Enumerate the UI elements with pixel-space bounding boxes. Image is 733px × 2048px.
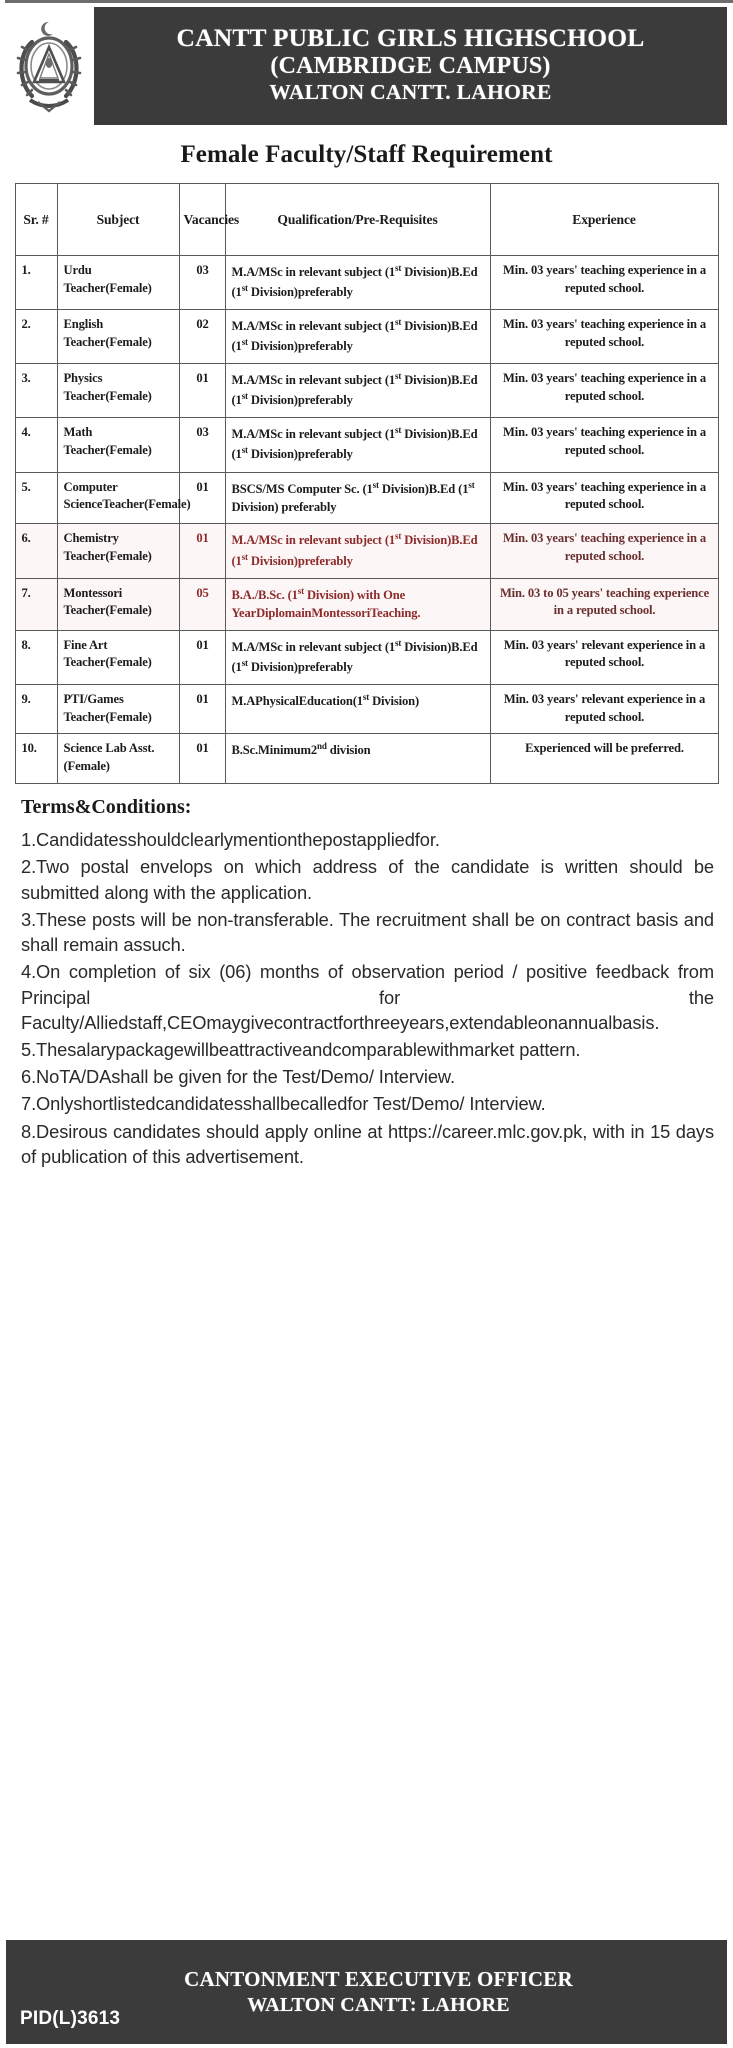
table-row: [15, 630, 718, 684]
table-row: [15, 684, 718, 734]
term-item: 8.Desirous candidates should apply online at https://career.mlc.gov.pk, with in 15 days of publication of this advertisement.: [21, 1120, 714, 1167]
table-head: [15, 184, 718, 256]
cell-vacancies: 02: [179, 310, 225, 364]
table-row: [15, 524, 718, 578]
terms-list: [21, 827, 714, 1169]
title-line-2: (CAMBRIDGE CAMPUS): [270, 52, 551, 79]
cell-serial: 5.: [15, 472, 57, 524]
cell-subject: Fine Art Teacher(Female): [57, 630, 179, 684]
cell-experience: Min. 03 years' relevant experience in a reputed school.: [490, 630, 718, 684]
cell-subject: PTI/Games Teacher(Female): [57, 684, 179, 734]
left-margin: [0, 0, 5, 2048]
column-header-qualification: Qualification/Pre-Requisites: [225, 184, 490, 256]
cell-experience: Min. 03 years' teaching experience in a reputed school.: [490, 524, 718, 578]
cell-serial: 10.: [15, 734, 57, 784]
cell-subject: English Teacher(Female): [57, 310, 179, 364]
cell-subject: Physics Teacher(Female): [57, 364, 179, 418]
crest-container: [6, 7, 94, 125]
term-item: 2.Two postal envelops on which address of the candidate is written should be submitted along with the application.: [21, 856, 714, 903]
cell-subject: Urdu Teacher(Female): [57, 256, 179, 310]
column-header-subject: Subject: [57, 184, 179, 256]
term-item: 3.These posts will be non-transferable. The recruitment shall be on contract basis and shall remain assuch.: [21, 908, 714, 956]
vacancy-table: [15, 183, 719, 784]
cell-qualification: B.A./B.Sc. (1st Division) with One YearDiplomainMontessoriTeaching.: [225, 578, 490, 630]
cell-qualification: M.A/MSc in relevant subject (1st Division)B.Ed (1st Division)preferably: [225, 364, 490, 418]
footer-line-2: WALTON CANTT: LAHORE: [247, 1993, 510, 2016]
table-row: [15, 364, 718, 418]
column-header-vacancies: Vacancies: [179, 184, 225, 256]
page-title: Female Faculty/Staff Requirement: [180, 141, 553, 168]
cell-serial: 6.: [15, 524, 57, 578]
table-row: [15, 472, 718, 524]
cell-qualification: M.A/MSc in relevant subject (1st Division)B.Ed (1st Division)preferably: [225, 256, 490, 310]
cell-qualification: BSCS/MS Computer Sc. (1st Division)B.Ed (1st Division) preferably: [225, 472, 490, 524]
cell-vacancies: 03: [179, 418, 225, 472]
cell-qualification: M.A/MSc in relevant subject (1st Division)B.Ed (1st Division)preferably: [225, 310, 490, 364]
cell-qualification: M.APhysicalEducation(1st Division): [225, 684, 490, 734]
term-item: 5.Thesalarypackagewillbeattractiveandcomparablewithmarket pattern.: [21, 1039, 581, 1060]
cell-serial: 8.: [15, 630, 57, 684]
cell-subject: Science Lab Asst.(Female): [57, 734, 179, 784]
cell-subject: Chemistry Teacher(Female): [57, 524, 179, 578]
table-body: [15, 256, 718, 784]
cell-experience: Min. 03 years' teaching experience in a reputed school.: [490, 256, 718, 310]
cell-serial: 7.: [15, 578, 57, 630]
title-line-1: CANTT PUBLIC GIRLS HIGHSCHOOL: [176, 22, 645, 52]
cell-subject: Montessori Teacher(Female): [57, 578, 179, 630]
table-row: [15, 256, 718, 310]
cell-vacancies: 03: [179, 256, 225, 310]
table-row: [15, 310, 718, 364]
cell-experience: Min. 03 to 05 years' teaching experience in a reputed school.: [490, 578, 718, 630]
cell-qualification: M.A/MSc in relevant subject (1st Division)B.Ed (1st Division)preferably: [225, 524, 490, 578]
cell-qualification: M.A/MSc in relevant subject (1st Division)B.Ed (1st Division)preferably: [225, 630, 490, 684]
footer-bar: [6, 1940, 727, 2044]
cell-experience: Min. 03 years' teaching experience in a reputed school.: [490, 310, 718, 364]
cell-experience: Min. 03 years' teaching experience in a reputed school.: [490, 418, 718, 472]
cell-vacancies: 01: [179, 734, 225, 784]
cell-qualification: B.Sc.Minimum2nd division: [225, 734, 490, 784]
term-item: 7.Onlyshortlistedcandidatesshallbecalledfor Test/Demo/ Interview.: [21, 1093, 546, 1115]
pid-number: PID(L)3613: [20, 2008, 121, 2029]
cell-vacancies: 01: [179, 630, 225, 684]
cell-vacancies: 01: [179, 524, 225, 578]
table-header-row: [15, 184, 718, 256]
cell-vacancies: 05: [179, 578, 225, 630]
table-row: [15, 578, 718, 630]
cell-experience: Min. 03 years' teaching experience in a reputed school.: [490, 364, 718, 418]
cell-experience: Min. 03 years' relevant experience in a reputed school.: [490, 684, 718, 734]
cell-serial: 2.: [15, 310, 57, 364]
title-line-3: WALTON CANTT. LAHORE: [269, 79, 552, 104]
institution-title: [94, 7, 727, 125]
top-rule: [0, 0, 733, 3]
cell-serial: 1.: [15, 256, 57, 310]
cell-serial: 4.: [15, 418, 57, 472]
cell-vacancies: 01: [179, 684, 225, 734]
cell-experience: Min. 03 years' teaching experience in a reputed school.: [490, 472, 718, 524]
cell-subject: Math Teacher(Female): [57, 418, 179, 472]
cell-vacancies: 01: [179, 472, 225, 524]
footer-line-1: CANTONMENT EXECUTIVE OFFICER: [184, 1967, 573, 1992]
masthead: [6, 7, 727, 125]
term-item: 6.NoTA/DAshall be given for the Test/Demo/ Interview.: [21, 1066, 455, 1088]
terms-title: Terms&Conditions:: [21, 796, 192, 819]
table-row: [15, 418, 718, 472]
cell-serial: 3.: [15, 364, 57, 418]
cell-vacancies: 01: [179, 364, 225, 418]
term-item: 1.Candidatesshouldclearlymentionthepostappliedfor.: [21, 829, 440, 851]
column-header-experience: Experience: [490, 184, 718, 256]
term-item: 4.On completion of six (06) months of observation period / positive feedback from Principal for the Faculty/Alliedstaff,CEOmaygivecontractforthreeyears,extendableonannualbasis.: [21, 961, 714, 1033]
cell-qualification: M.A/MSc in relevant subject (1st Division)B.Ed (1st Division)preferably: [225, 418, 490, 472]
cell-experience: Experienced will be preferred.: [490, 734, 718, 784]
terms-section: [15, 784, 718, 1175]
cell-serial: 9.: [15, 684, 57, 734]
column-header-sr: Sr. #: [15, 184, 57, 256]
cantonment-board-crest-icon: [12, 16, 86, 116]
table-row: [15, 734, 718, 784]
cell-subject: Computer ScienceTeacher(Female): [57, 472, 179, 524]
